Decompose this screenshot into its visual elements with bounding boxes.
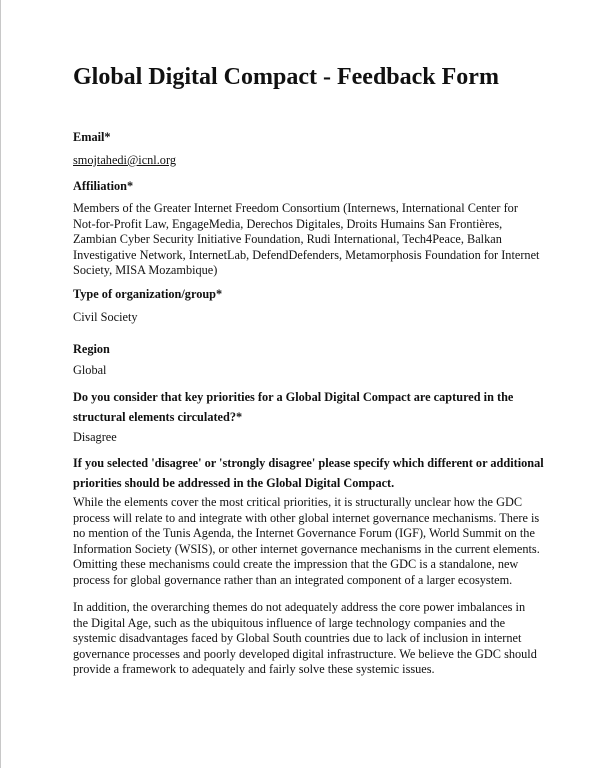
priorities-answer: Disagree	[73, 430, 117, 444]
org-type-label: Type of organization/group*	[73, 287, 223, 301]
additional-priorities-label: If you selected 'disagree' or 'strongly disagree' please specify which different or additional priorities should be addressed in the Global Digital Compact.	[73, 456, 544, 490]
org-type-value: Civil Society	[73, 310, 138, 324]
email-value	[73, 153, 553, 169]
email-link[interactable]: smojtahedi@icnl.org	[73, 153, 176, 167]
email-label: Email*	[73, 130, 111, 144]
page-title: Global Digital Compact - Feedback Form	[73, 64, 499, 90]
region-value: Global	[73, 363, 107, 377]
additional-priorities-paragraph-1: While the elements cover the most critical priorities, it is structurally unclear how the GDC process will relate to and integrate with other global internet governance mechanisms. There is no mention of the Tunis Agenda, the Internet Governance Forum (IGF), World Summit on the Information Society (WSIS), or other internet governance mechanisms in the current elements. Omitting these mechanisms could create the impression that the GDC is a standalone, new process for global governance rather than an integrated component of a larger ecosystem.	[73, 495, 540, 587]
affiliation-label: Affiliation*	[73, 179, 134, 193]
additional-priorities-paragraph-2: In addition, the overarching themes do not adequately address the core power imbalances in the Digital Age, such as the ubiquitous influence of large technology companies and the systemic disadvantages faced by Global South countries due to lack of inclusion in internet governance processes and poorly developed digital infrastructure. We believe the GDC should provide a framework to adequately and fairly solve these systemic issues.	[73, 600, 537, 676]
region-label: Region	[73, 342, 110, 356]
priorities-question-label: Do you consider that key priorities for a Global Digital Compact are captured in the structural elements circulated?*	[73, 390, 514, 424]
affiliation-value: Members of the Greater Internet Freedom Consortium (Internews, International Center for Not-for-Profit Law, EngageMedia, Derechos Digitales, Droits Humains San Frontières, Zambian Cyber Security Initiative Foundation, Rudi International, Tech4Peace, Balkan Investigative Network, InternetLab, DefendDefenders, Metamorphosis Foundation for Internet Society, MISA Mozambique)	[73, 201, 540, 277]
page-edge	[0, 0, 1, 768]
